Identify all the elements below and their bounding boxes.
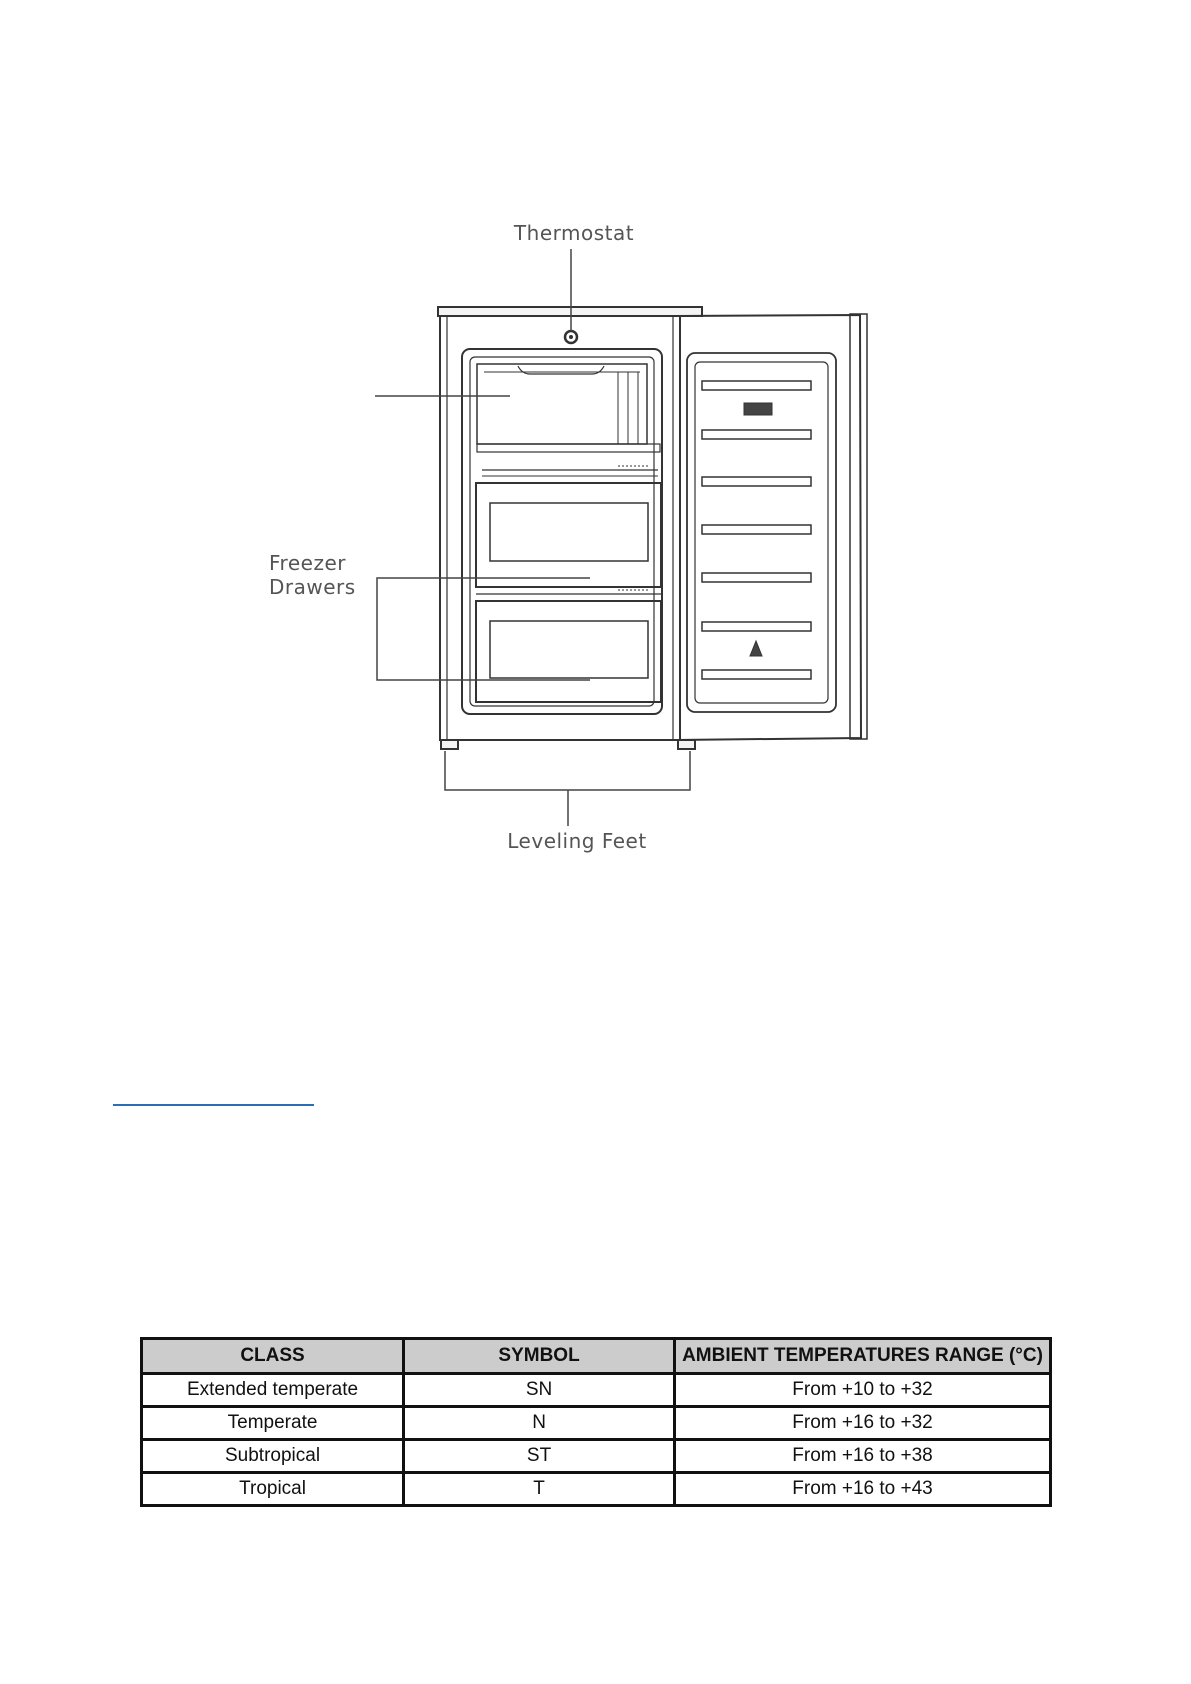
thermostat-label: Thermostat: [513, 221, 635, 245]
table-row: [142, 1407, 1051, 1440]
freezer-drawers-label-line2: Drawers: [269, 575, 356, 599]
freezer-drawer-bottom: [476, 601, 661, 702]
star-rating-plate-icon: [744, 403, 772, 415]
leveling-feet-label: Leveling Feet: [507, 829, 647, 853]
freezer-door: [676, 315, 861, 740]
table-header-row: [142, 1339, 1051, 1374]
freezer-drawer-top: [476, 483, 661, 587]
leveling-foot-left: [441, 740, 458, 749]
top-compartment: [477, 364, 647, 444]
cell-class: Temperate: [142, 1407, 404, 1440]
cell-symbol: N: [404, 1407, 675, 1440]
cell-class: Extended temperate: [142, 1374, 404, 1407]
climate-class-table: [140, 1337, 1052, 1507]
freezer-drawers-label-line1: Freezer: [269, 551, 346, 575]
brand-logo-icon: [750, 641, 762, 656]
header-class: CLASS: [142, 1339, 404, 1374]
cell-range: From +16 to +38: [675, 1440, 1051, 1473]
interior-compartment: [462, 349, 662, 714]
leveling-foot-right: [678, 740, 695, 749]
top-plate: [438, 307, 702, 316]
table-row: [142, 1473, 1051, 1506]
cell-symbol: SN: [404, 1374, 675, 1407]
cell-symbol: ST: [404, 1440, 675, 1473]
cell-range: From +16 to +43: [675, 1473, 1051, 1506]
cell-range: From +10 to +32: [675, 1374, 1051, 1407]
header-symbol: SYMBOL: [404, 1339, 675, 1374]
drawers-leader-bracket: [377, 578, 590, 680]
cell-symbol: T: [404, 1473, 675, 1506]
cell-class: Tropical: [142, 1473, 404, 1506]
cell-class: Subtropical: [142, 1440, 404, 1473]
table-row: [142, 1440, 1051, 1473]
cell-range: From +16 to +32: [675, 1407, 1051, 1440]
hyperlink-underline: [113, 1104, 314, 1106]
feet-leader-bracket: [445, 751, 690, 790]
table-row: [142, 1374, 1051, 1407]
header-temperature-range: AMBIENT TEMPERATURES RANGE (°C): [675, 1339, 1051, 1374]
